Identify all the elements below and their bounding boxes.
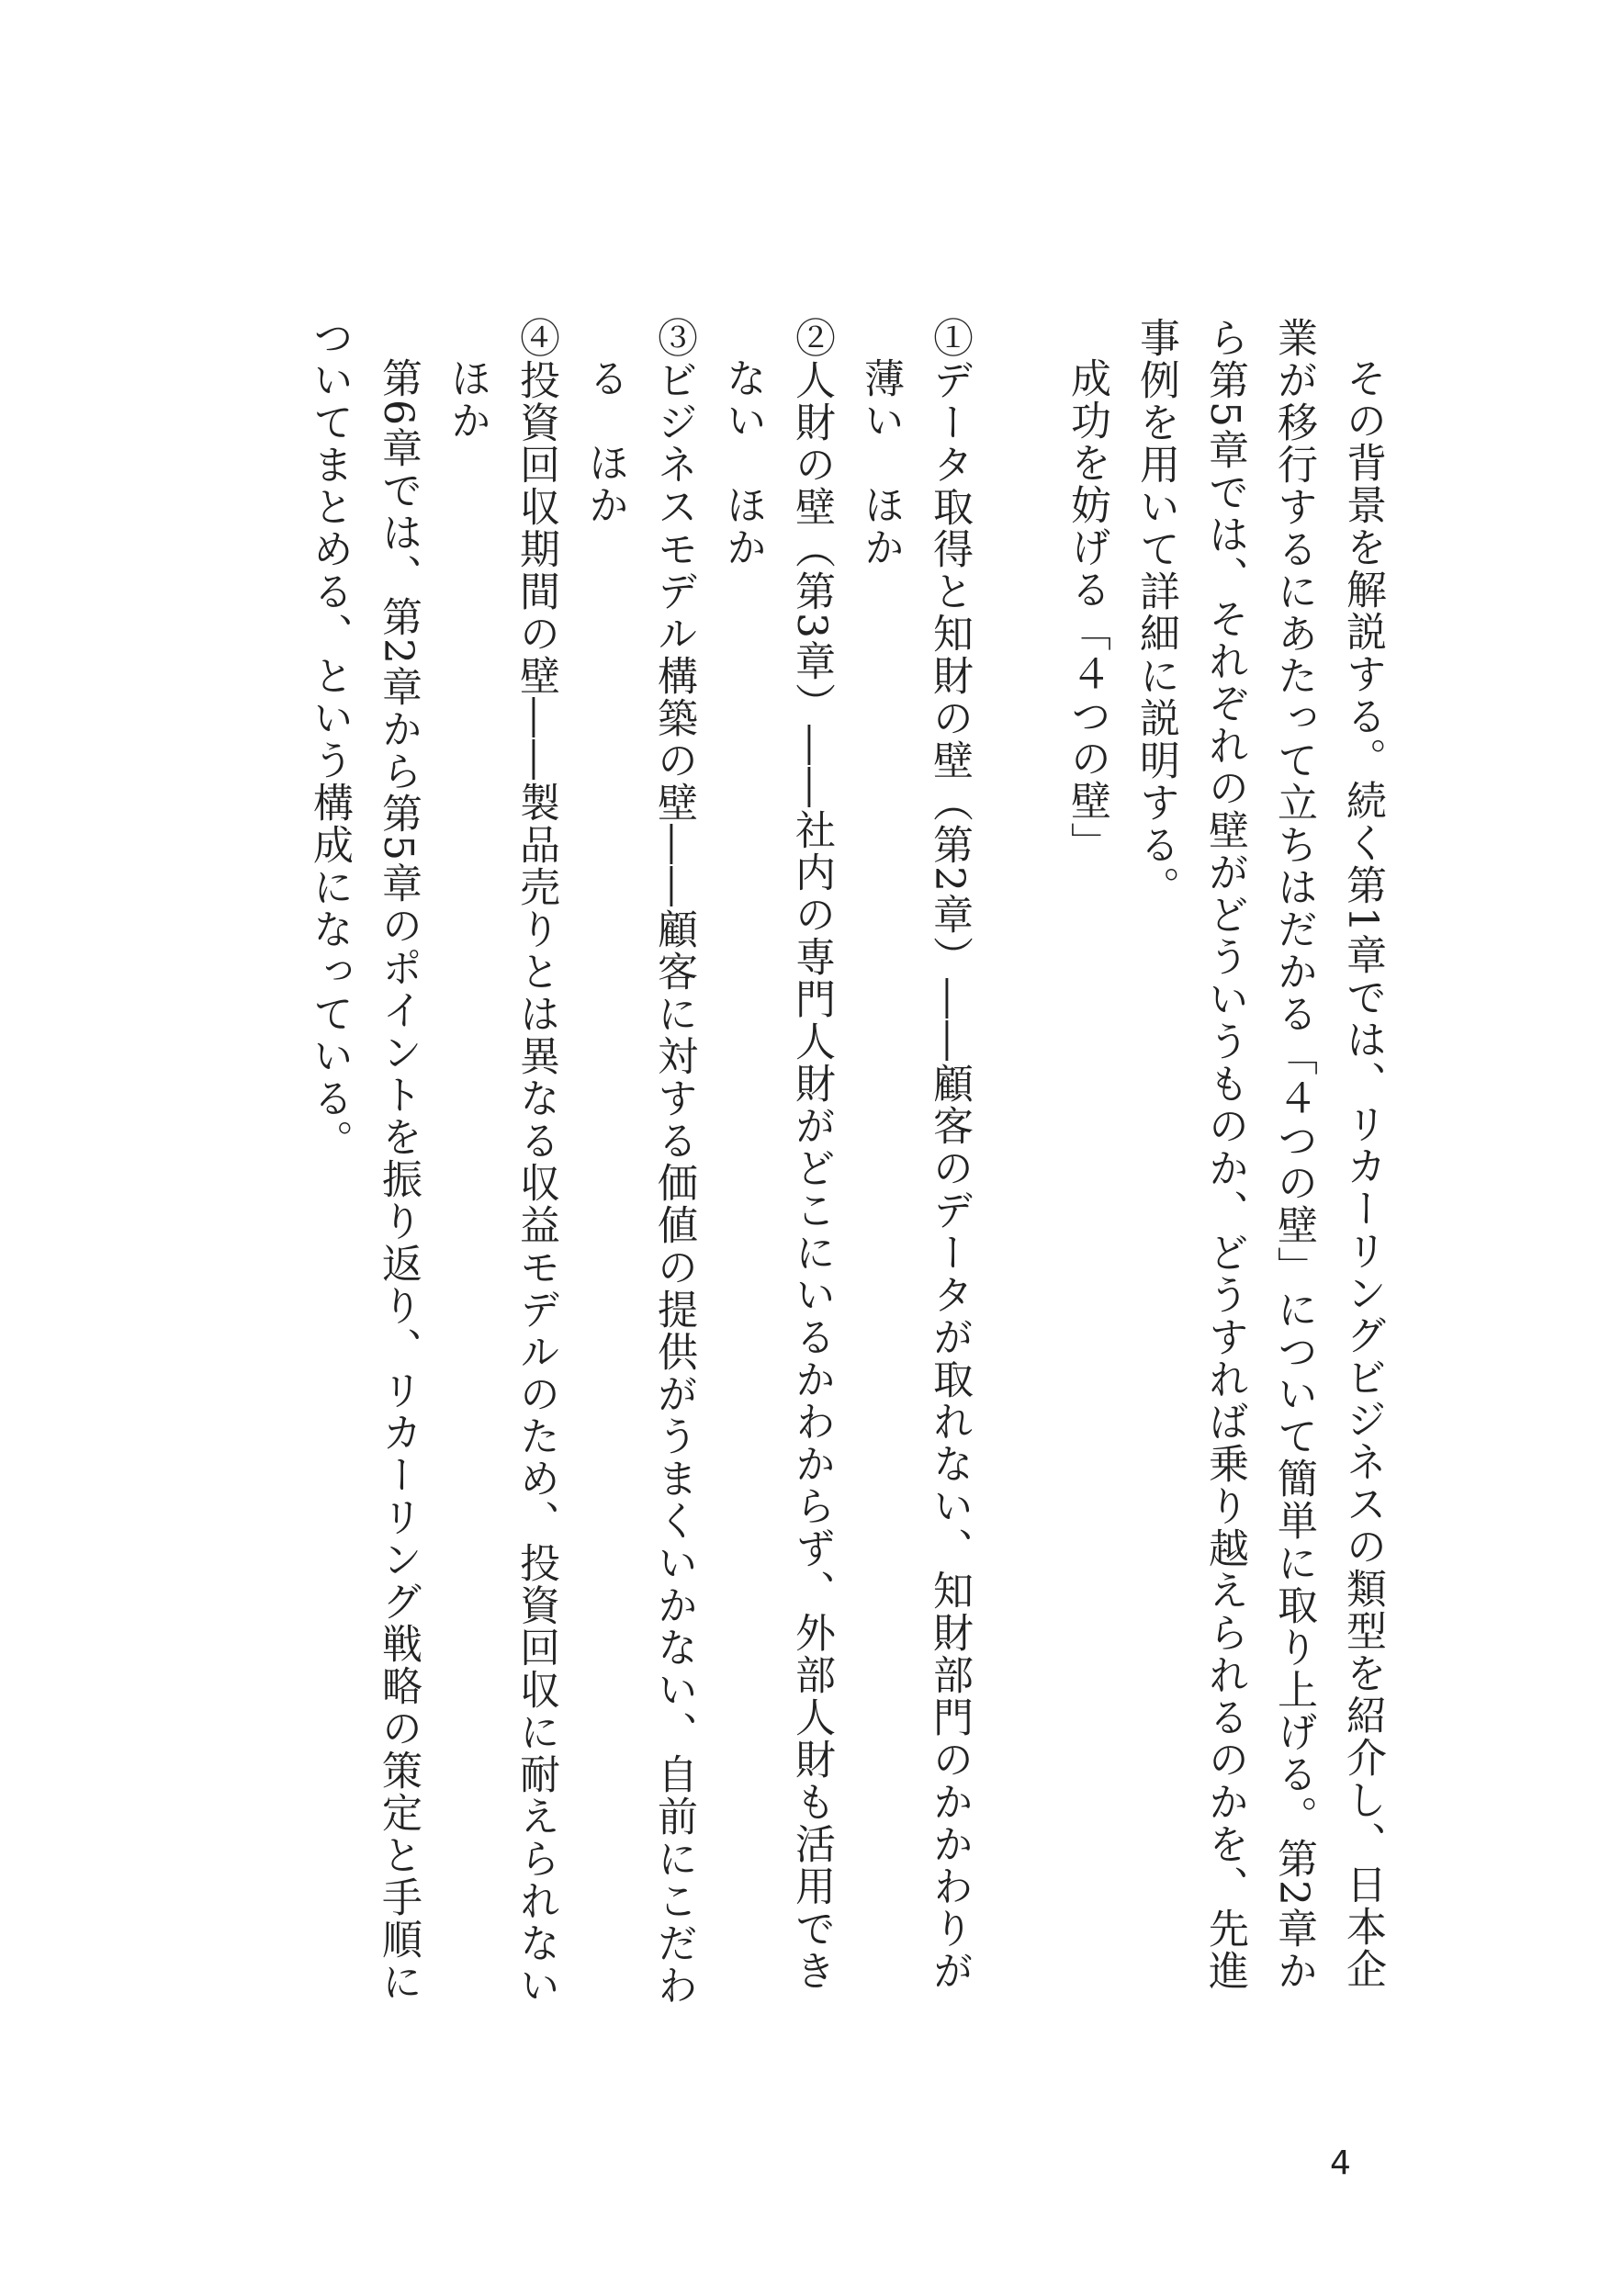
intro-paragraph: その背景を解説する。続く第1章では、リカーリングビジネスの類型を紹介し、日本企業が移行するにあたって立ちはだかる「４つの壁」について簡単に取り上げる。第2章から第5章では、それぞれの壁がどういうものか、どうすれば乗り越えられるのかを、先進事例を用いて詳細に説明する。 [1132,317,1386,1992]
wall-item-2: ②人財の壁（第3章）――社内の専門人財がどこにいるかわからず、外部人財も活用できない ほか [719,317,835,1992]
walls-heading: 成功を妨げる「４つの壁」 [1064,357,1110,864]
page-number: 4 [1330,2144,1351,2182]
wall-item-1: ①データ取得と知財の壁（第2章）――顧客のデータが取れない、知財部門のかかわりが薄い ほか [857,317,973,1992]
body-text [226,317,1397,2049]
wall-item-4: ④投資回収期間の壁――製品売りとは異なる収益モデルのため、投資回収に耐えられない ほか [444,317,559,2049]
closing-paragraph: 第6章では、第2章から第5章のポイントを振り返り、リカーリング戦略の策定と手順についてまとめる、という構成になっている。 [306,317,422,2003]
wall-item-3: ③ビジネスモデル構築の壁――顧客に対する価値の提供がうまくいかない、自前にこだわる ほか [581,317,697,2007]
